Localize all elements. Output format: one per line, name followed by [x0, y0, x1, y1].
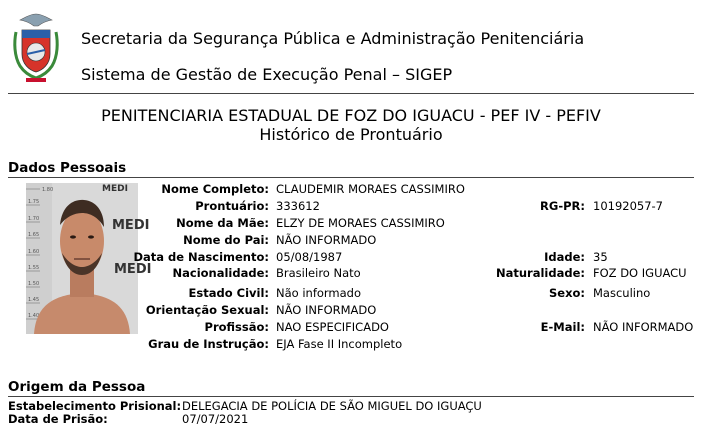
field-label: Estado Civil:: [188, 286, 269, 300]
field-value-nacionalidade: Brasileiro Nato: [276, 266, 361, 280]
field-label: Orientação Sexual:: [145, 303, 269, 317]
field-label: Nacionalidade:: [172, 266, 269, 280]
divider: [8, 93, 694, 94]
prisoner-photo: [26, 183, 152, 334]
field-value-nome-completo: CLAUDEMIR MORAES CASSIMIRO: [276, 182, 465, 196]
sign-text: MEDI: [102, 184, 128, 194]
field-label: Prontuário:: [195, 199, 269, 213]
field-label: RG-PR:: [540, 199, 585, 213]
field-label: Nome da Mãe:: [176, 216, 269, 230]
field-value-idade: 35: [593, 250, 608, 264]
height-mark: 1.55: [28, 265, 40, 271]
height-mark: 1.60: [28, 249, 40, 255]
field-label: Idade:: [544, 250, 585, 264]
field-label: Naturalidade:: [495, 266, 585, 280]
section-title-origem-pessoa: Origem da Pessoa: [8, 379, 146, 395]
field-value-rg: 10192057-7: [593, 199, 663, 213]
sign-text: MEDI: [114, 262, 152, 277]
field-value-orientacao-sexual: NÃO INFORMADO: [276, 303, 377, 317]
field-value-data-nascimento: 05/08/1987: [276, 250, 343, 264]
field-value-nome-mae: ELZY DE MORAES CASSIMIRO: [276, 216, 445, 230]
field-label: Nome Completo:: [161, 182, 269, 196]
height-mark: 1.70: [28, 216, 40, 222]
parana-coat-of-arms-logo: [12, 12, 60, 84]
field-label: Grau de Instrução:: [148, 337, 269, 351]
field-label: Data de Nascimento:: [133, 250, 269, 264]
field-label: Data de Prisão:: [8, 412, 108, 426]
document-title: Histórico de Prontuário: [259, 125, 443, 144]
field-label: Sexo:: [549, 286, 585, 300]
sign-text: MEDI: [112, 218, 150, 233]
system-title: Sistema de Gestão de Execução Penal – SIGEP: [81, 65, 453, 84]
institution-name: PENITENCIARIA ESTADUAL DE FOZ DO IGUACU - PEF IV - PEFIV: [101, 106, 601, 125]
field-value-email: NÃO INFORMADO: [593, 320, 694, 334]
divider: [8, 177, 694, 178]
height-mark: 1.65: [28, 232, 40, 238]
field-value-profissao: NAO ESPECIFICADO: [276, 320, 389, 334]
field-label: Nome do Pai:: [183, 233, 269, 247]
section-title-dados-pessoais: Dados Pessoais: [8, 160, 127, 176]
field-value-prontuario: 333612: [276, 199, 320, 213]
field-value-sexo: Masculino: [593, 286, 651, 300]
field-value-data-prisao: 07/07/2021: [182, 412, 249, 426]
height-mark: 1.80: [42, 187, 54, 193]
field-value-estado-civil: Não informado: [276, 286, 362, 300]
field-label: E-Mail:: [540, 320, 585, 334]
field-value-naturalidade: FOZ DO IGUACU: [593, 266, 687, 280]
field-value-nome-pai: NÃO INFORMADO: [276, 233, 377, 247]
height-mark: 1.50: [28, 281, 40, 287]
field-label: Estabelecimento Prisional:: [8, 399, 182, 413]
height-mark: 1.45: [28, 297, 40, 303]
height-mark: 1.40: [28, 313, 40, 319]
field-value-grau-instrucao: EJA Fase II Incompleto: [276, 337, 403, 351]
divider: [8, 396, 694, 397]
secretariat-title: Secretaria da Segurança Pública e Administração Penitenciária: [81, 29, 585, 48]
height-mark: 1.75: [28, 199, 40, 205]
field-value-estabelecimento: DELEGACIA DE POLÍCIA DE SÃO MIGUEL DO IGUAÇU: [182, 399, 482, 413]
field-label: Profissão:: [204, 320, 269, 334]
